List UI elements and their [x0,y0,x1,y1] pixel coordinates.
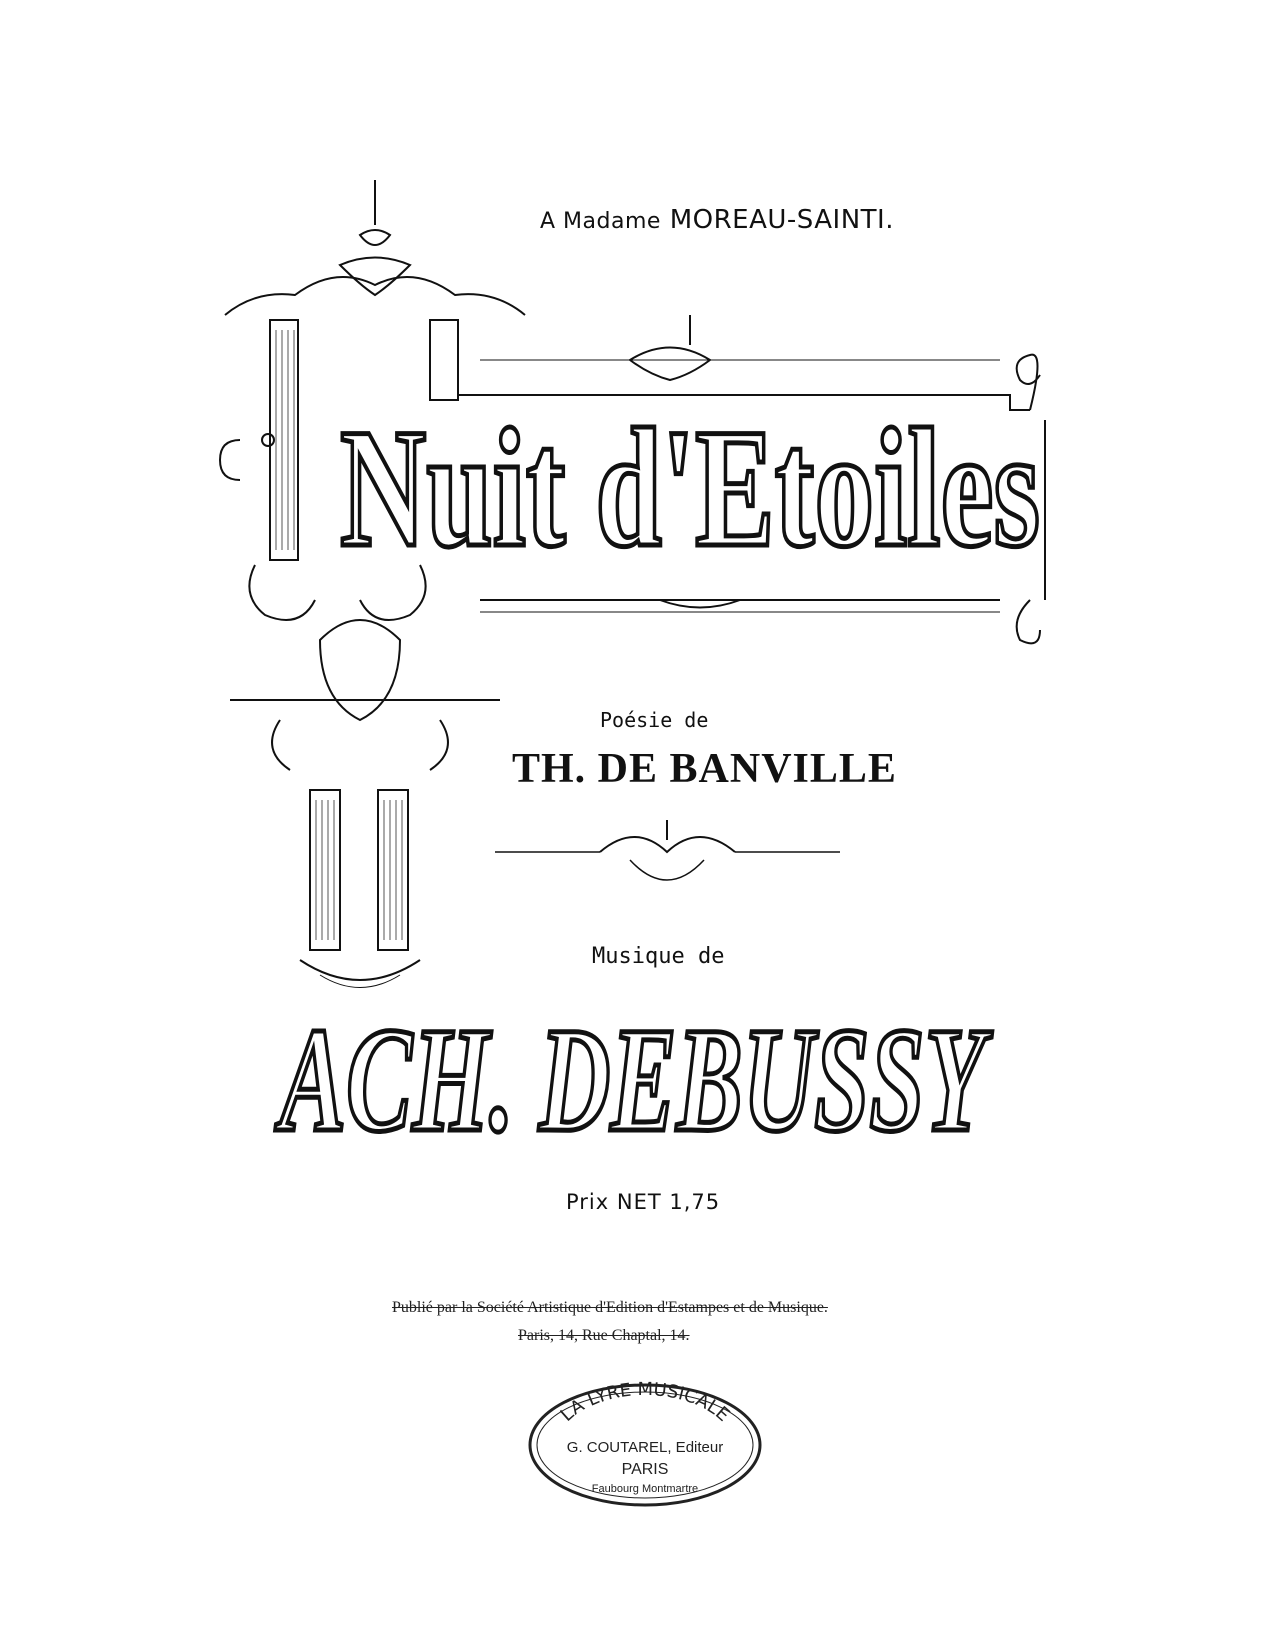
poet-name: TH. DE BANVILLE [512,746,897,792]
composer-name [274,997,995,1163]
lower-column-right [378,790,408,950]
stamp-line-3: Faubourg Montmartre [591,1483,699,1495]
title-text: Nuit d'Etoiles [340,394,1040,582]
cartouche-crest [630,348,710,381]
poet-label: Poésie de [600,708,709,732]
stamp-line-1: G. COUTAREL, Editeur [566,1439,724,1456]
right-scroll-bottom [1017,600,1040,643]
composer-text: ACH. DEBUSSY [274,997,994,1163]
publisher-stamp [525,1380,765,1510]
stamp-line-2: PARIS [621,1461,669,1478]
publisher-line-1: Publié par la Société Artistique d'Edition d'Estampes et de Musique. [392,1299,828,1316]
stamp-arc-text: LA LYRE MUSICALE [556,1380,734,1426]
dedication [540,205,894,235]
left-scroll-volute [249,565,315,620]
top-finial-heart [360,230,390,245]
publisher-line-2: Paris, 14, Rue Chaptal, 14. [518,1327,690,1344]
page-title [330,385,1050,582]
composer-label: Musique de [592,944,725,969]
shield-ornament [320,620,400,720]
lower-column-left [310,790,340,950]
dedication-name: MOREAU-SAINTI. [669,205,894,235]
dedication-prefix: A Madame [540,209,661,234]
price: Prix NET 1,75 [566,1190,721,1214]
